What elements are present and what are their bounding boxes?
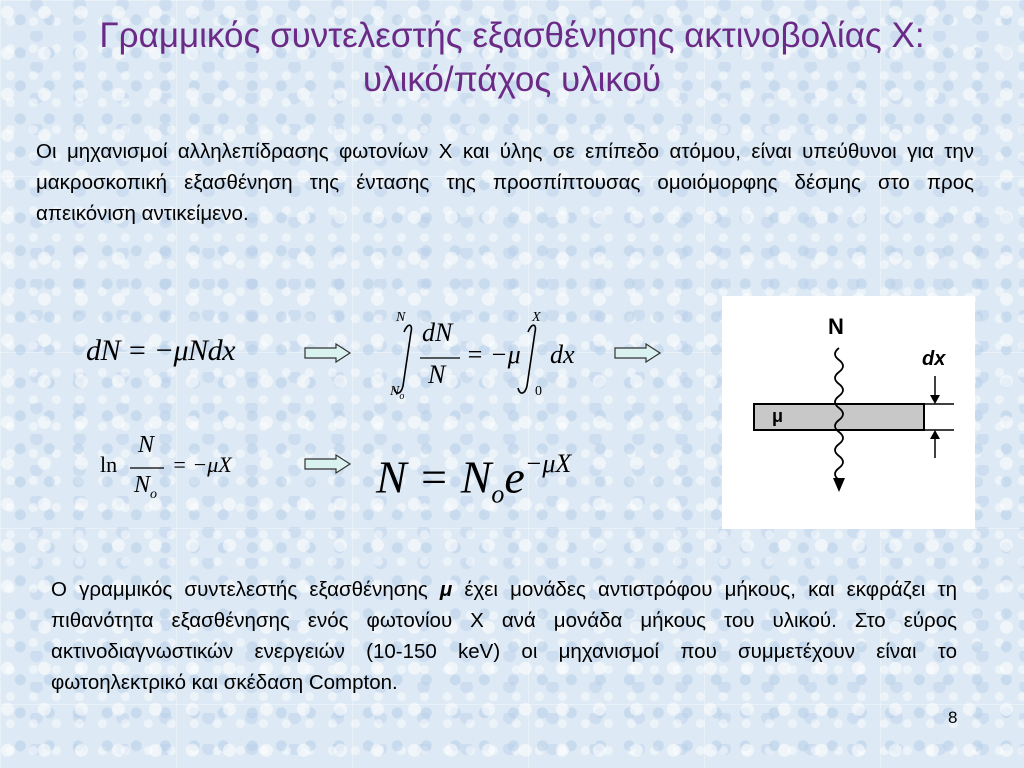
equation-dn [86, 334, 235, 368]
integral-upper-limit-n: N [396, 310, 406, 325]
equation-ln [98, 430, 278, 510]
integral-lower-limit-no: $N_o$ [390, 384, 405, 402]
fraction-denominator-n: N [428, 360, 446, 389]
equation-exponential [376, 440, 571, 523]
title-line-2: υλικό/πάχος υλικού [362, 60, 662, 99]
right-arrow-icon [304, 454, 352, 474]
slab-beam-drawing [722, 296, 975, 529]
explain-text-before: Ο γραμμικός συντελεστής εξασθένησης [51, 578, 440, 601]
slide-title [20, 14, 1004, 102]
intro-paragraph: Οι μηχανισμοί αλληλεπίδρασης φωτονίων Χ και ύλης σε επίπεδο ατόμου, είναι υπεύθυνοι για την μακροσκοπική εξασθένηση της έντασης της προσπίπτουσας ομοιόμορφης δέσμης στο προς απεικόνιση αντικείμενο. [36, 140, 974, 225]
equation-dn-text: dN = −μNdx [86, 334, 235, 367]
fraction-numerator-dn: dN [422, 318, 453, 347]
exp-exponent: −μX [524, 449, 572, 478]
mu-label: μ [772, 406, 784, 426]
exp-lhs: N = N [376, 451, 492, 503]
ln-numerator: N [138, 432, 155, 458]
integral-upper-limit-x: X [532, 310, 541, 325]
right-arrow-icon [304, 343, 352, 363]
exp-base: e [504, 451, 525, 503]
explain-mu-symbol: μ [439, 578, 453, 601]
photon-count-label: N [828, 314, 844, 339]
integral-rhs-mu: = −μ [466, 340, 521, 369]
page-number: 8 [948, 708, 958, 727]
ln-label: ln [100, 452, 118, 477]
ln-denominator: $N_o$ [134, 472, 158, 502]
right-arrow-icon [614, 343, 662, 363]
ln-rhs: = −μX [172, 452, 232, 477]
integral-lower-limit-zero: 0 [535, 384, 542, 399]
integral-dx: dx [550, 340, 575, 369]
explanation-paragraph [51, 574, 957, 698]
explain-text-after: έχει μονάδες αντιστρόφου μήκους, και εκφράζει τη πιθανότητα εξασθένησης ενός φωτονίου Χ ανά μονάδα μήκους του υλικού. Στο εύρος ακτινοδιαγνωστικών ενεργειών (10-150 keV) οι μηχανισμοί που συμμετέχουν είναι το φωτοηλεκτρικό και σκέδαση Compton. [51, 578, 957, 694]
exp-sub: o [491, 479, 505, 509]
thickness-label: dx [922, 348, 946, 370]
attenuation-diagram [722, 296, 975, 529]
title-line-1: Γραμμικός συντελεστής εξασθένησης ακτινοβολίας Χ: [99, 16, 925, 55]
equation-integral [380, 308, 600, 408]
